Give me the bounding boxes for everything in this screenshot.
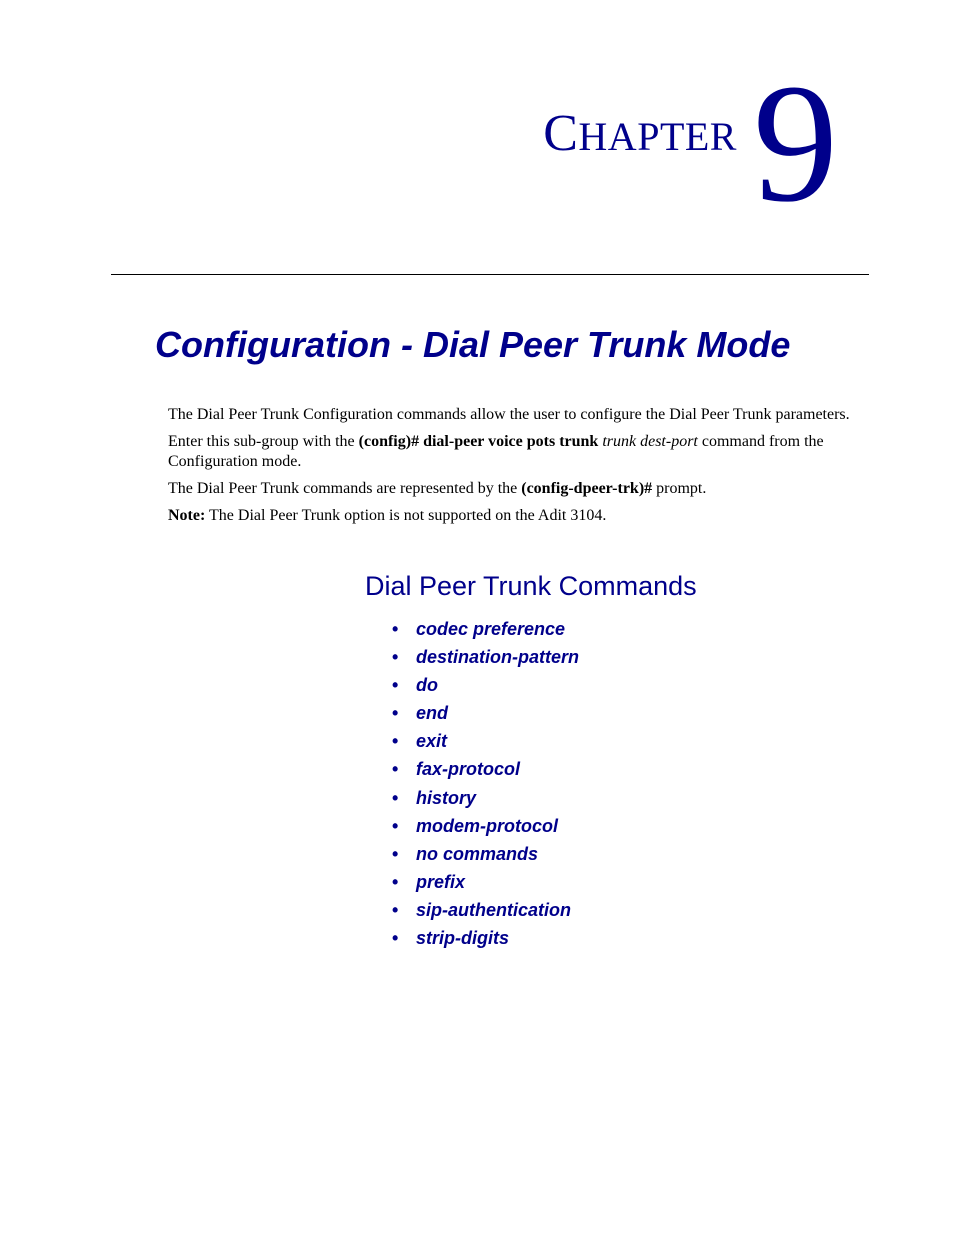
bullet-icon: •: [392, 703, 399, 724]
list-item: [392, 898, 579, 926]
list-item: [392, 870, 579, 898]
note-label: Note:: [168, 507, 206, 524]
list-item: [392, 645, 579, 673]
chapter-label: CHAPTER: [543, 105, 737, 162]
bullet-icon: •: [392, 619, 399, 639]
chapter-heading: [0, 49, 838, 237]
command-link-codec-preference[interactable]: codec preference: [416, 619, 566, 639]
command-link-destination-pattern[interactable]: destination-pattern: [416, 647, 580, 668]
list-item: [392, 814, 579, 842]
intro-paragraph-1: The Dial Peer Trunk Configuration commands allow the user to configure the Dial Peer Trunk parameters.: [168, 406, 850, 423]
bullet-icon: •: [392, 899, 399, 920]
list-item: [392, 842, 579, 870]
command-link-fax-protocol[interactable]: fax-protocol: [416, 759, 521, 780]
intro-text: [168, 405, 870, 533]
command-link-modem-protocol[interactable]: modem-protocol: [416, 815, 558, 836]
list-item: [392, 617, 579, 645]
intro-paragraph-2: Enter this sub-group with the (config)# dial-peer voice pots trunk trunk dest-port command from the Configuration mode.: [168, 433, 824, 470]
command-link-prefix[interactable]: prefix: [416, 871, 466, 892]
list-item: [392, 673, 579, 701]
intro-paragraph-3: The Dial Peer Trunk commands are represented by the (config-dpeer-trk)# prompt.: [168, 480, 707, 497]
list-item: [392, 701, 579, 729]
bullet-icon: •: [392, 787, 399, 808]
bullet-icon: •: [392, 928, 399, 949]
bullet-icon: •: [392, 647, 399, 668]
command-link-exit[interactable]: exit: [416, 731, 448, 752]
command-link-sip-authentication[interactable]: sip-authentication: [416, 899, 572, 920]
bullet-icon: •: [392, 731, 399, 752]
bullet-icon: •: [392, 843, 399, 864]
command-link-end[interactable]: end: [416, 703, 449, 724]
page-title: Configuration - Dial Peer Trunk Mode: [155, 324, 791, 365]
command-argument: trunk dest-port: [602, 433, 698, 450]
list-item: [392, 729, 579, 757]
config-command: (config)# dial-peer voice pots trunk: [358, 433, 599, 450]
chapter-number: 9: [753, 49, 838, 237]
command-link-history[interactable]: history: [416, 787, 477, 808]
list-item: [392, 926, 579, 954]
section-title: Dial Peer Trunk Commands: [365, 571, 697, 601]
command-list: [392, 617, 579, 954]
bullet-icon: •: [392, 759, 399, 780]
command-link-no-commands[interactable]: no commands: [416, 843, 539, 864]
list-item: [392, 757, 579, 785]
bullet-icon: •: [392, 675, 399, 696]
note-paragraph: Note: The Dial Peer Trunk option is not supported on the Adit 3104.: [168, 507, 607, 524]
list-item: [392, 786, 579, 814]
bullet-icon: •: [392, 871, 399, 892]
bullet-icon: •: [392, 815, 399, 836]
command-link-strip-digits[interactable]: strip-digits: [416, 928, 509, 949]
horizontal-rule: [111, 274, 869, 275]
command-link-do[interactable]: do: [416, 675, 438, 696]
mode-prompt: (config-dpeer-trk)#: [521, 480, 653, 497]
